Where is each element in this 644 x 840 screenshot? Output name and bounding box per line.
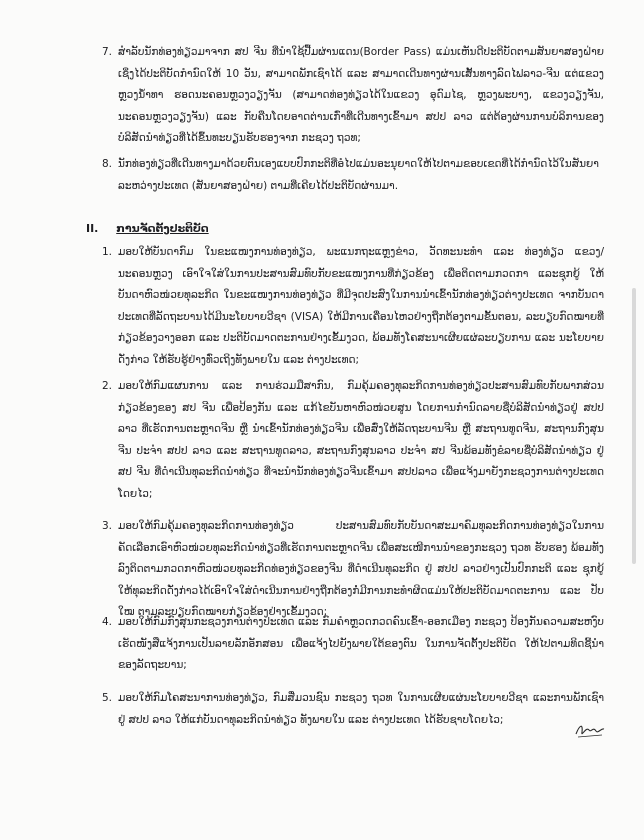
item-text: ມອບໃຫ້ກົມກົງສຸນກະຊວງການຕ່າງປະເທດ ແລະ ກົມຄຳຫຼວດກວດຄົນເຂົ້າ-ອອກເມືອງ ກະຊວງ ປ້ອງກັນຄວາມສະຫງົບ ເຮັດໜັງສືແຈ້ງການເປັນລາຍລັກອັກສອນ ເພື່ອແຈ້ງໄປຍັງພາຍໃຕ້ຂອງຕົນ ໃນການຈັດຕັ້ງປະຕິບັດ ໃຫ້ໄປຕາມທິດຊີ້ນຳຂອງລັດຖະບານ; bbox=[118, 616, 604, 671]
item-number: 1. bbox=[102, 246, 113, 258]
item-text: ມອບໃຫ້ບັນດາກົມ ໃນຂະແໜງການທ່ອງທ່ຽວ, ພະແນກຖະແຫຼງຂ່າວ, ວັດທະນະທຳ ແລະ ທ່ອງທ່ຽວ ແຂວງ/ນະຄອນຫຼວງ ເອົາໃຈໃສ່ໃນການປະສານສົມທົບກັບຂະແໜງການທີ່ກ່ຽວຂ້ອງ ເພື່ອຕິດຕາມກວດກາ ແລະຊຸກຍູ້ ໃຫ້ບັນດາຫົວໜ່ວຍທຸລະກິດ ໃນຂະແໜງການທ່ອງທ່ຽວ ທີ່ມີຈຸດປະສົງໃນການນຳເຂົ້ານັກທ່ອງທ່ຽວຕ່າງປະເທດ ຈາກບັນດາປະເທດທີ່ລັດຖະບານໄດ້ມີນະໂຍບາຍວີຊາ (VISA) ໃຫ້ມີການເຄື່ອນໄຫວຢ່າງຖືກຕ້ອງຕາມຂັ້ນຕອນ, ລະບຽບກົດໝາຍທີ່ກ່ຽວຂ້ອງວາງອອກ ແລະ ປະຕິບັດມາດຕະການຢ່າງເຂັ້ມງວດ, ພ້ອມທັງໂຄສະນາເຜີຍແຜ່ລະບຽບການ ແລະ ນະໂຍບາຍດັ່ງກ່າວ ໃຫ້ຮັບຮູ້ຢ່າງທົ່ວເຖິງທັງພາຍໃນ ແລະ ຕ່າງປະເທດ; bbox=[118, 246, 604, 366]
section-two-item-4 bbox=[102, 612, 604, 677]
item-text: ມອບໃຫ້ກົມແຜນການ ແລະ ການຮ່ວມມືສາກົນ, ກົມຄຸ້ມຄອງທຸລະກິດການທ່ອງທ່ຽວປະສານສົມທົບກັບພາກສ່ວນກ່ຽວຂ້ອງຂອງ ສປ ຈີນ ເພື່ອປ້ອງກັນ ແລະ ແກ້ໄຂບັນຫາຫົວໜ່ວຍສູນ ໂດຍການກຳນົດລາຍຊື່ບໍລິສັດນຳທ່ຽວຢູ່ ສປປ ລາວ ທີ່ເຮັດການຕະຫຼາດຈີນ ຫຼື ນຳເຂົ້ານັກທ່ອງທ່ຽວຈີນ ເພື່ອສົ່ງໃຫ້ລັດຖະບານຈີນ ຫຼື ສະຖານທູດຈີນ, ສະຖານກົງສຸນຈີນ ປະຈຳ ສປປ ລາວ ແລະ ສະຖານທູດລາວ, ສະຖານກົງສຸນລາວ ປະຈຳ ສປ ຈີນພ້ອມທັງຂໍລາຍຊື່ບໍລິສັດນຳທ່ຽວ ຢູ່ ສປ ຈີນ ທີ່ດຳເນີນທຸລະກິດນຳທ່ຽວ ທີ່ຈະນຳນັກທ່ອງທ່ຽວຈີນເຂົ້າມາ ສປປລາວ ເພື່ອແຈ້ງມາຍັງກະຊວງການຕ່າງປະເທດໂດຍໄວ; bbox=[118, 380, 604, 500]
section-two-item-2 bbox=[102, 376, 604, 505]
section-two-item-3 bbox=[102, 516, 604, 624]
section-two-item-1 bbox=[102, 242, 604, 371]
section-title: ການຈັດຕັ້ງປະຕິບັດ bbox=[116, 222, 209, 235]
item-text: ມອບໃຫ້ກົມໂຄສະນາການທ່ອງທ່ຽວ, ກົມສື່ມວນຊົນ ກະຊວງ ຖວທ ໃນການເຜີຍແຜ່ນະໂຍບາຍວີຊາ ແລະການພັກເຊົາ ຢູ່ ສປປ ລາວ ໃຫ້ແກ່ບັນດາທຸລະກິດນຳທ່ຽວ ທັງພາຍໃນ ແລະ ຕ່າງປະເທດ ໄດ້ຮັບຊາບໂດຍໄວ; bbox=[118, 692, 604, 726]
section-roman-numeral: II. bbox=[86, 222, 99, 235]
section-one-item-7 bbox=[102, 42, 604, 150]
section-one-item-8 bbox=[102, 154, 604, 197]
item-number: 7. bbox=[102, 46, 113, 58]
item-text: ນັກທ່ອງທ່ຽວທີ່ເດີນທາງມາດ້ວຍຕົນເອງແບບປົກກະຕິທີ່ອໍໄປແມ່ນອະນຸຍາດໃຫ້ໄປຕາມຂອບເຂດທີ່ໄດ້ກຳນົດໄວ້ໃນສັນຍາລະຫວ່າງປະເທດ (ສັນຍາສອງຝ່າຍ) ຕາມທີ່ເຄີຍໄດ້ປະຕິບັດຜ່ານມາ. bbox=[118, 158, 599, 192]
item-text: ມອບໃຫ້ກົມຄຸ້ມຄອງທຸລະກິດການທ່ອງທ່ຽວ ປະສານສົມທົບກັບບັນດາສະມາຄົມທຸລະກິດການທ່ອງທ່ຽວໃນການຄັດເລືອກເອົາຫົວໜ່ວຍທຸລະກິດນຳທ່ຽວທີ່ເຮັດການຕະຫຼາດຈີນ ເພື່ອສະເໜີການນຳຂອງກະຊວງ ຖວທ ຮັບຮອງ ພ້ອມທັງລົງຕິດຕາມກວດກາຫົວໜ່ວຍທຸລະກິດທ່ອງທ່ຽວຂອງຈີນ ທີ່ດຳເນີນທຸລະກິດ ຢູ່ ສປປ ລາວຢ່າງເປັນປົກກະຕິ ແລະ ຊຸກຍູ້ໃຫ້ທຸລະກິດດັ່ງກ່າວໄດ້ເອົາໃຈໃສ່ດຳເນີນການຢ່າງຖືກຕ້ອງກໍ່ມີການກະທຳຜິດແມ່ນໃຫ້ປະຕິບັດມາດຕະການ ແລະ ປັບໃໝ ຕາມລະບຽບກົດໝາຍກ່ຽວຂ້ອງຢ່າງເຂັ້ມງວດ; bbox=[118, 520, 604, 618]
item-number: 3. bbox=[102, 520, 113, 532]
item-text: ສຳລັບນັກທ່ອງທ່ຽວມາຈາກ ສປ ຈີນ ທີ່ນຳໃຊ້ປື້ມຜ່ານແດນ(Border Pass) ແມ່ນເຫັນດີປະຕິບັດຕາມສັນຍາສອງຝ່າຍ ເຊິ່ງໄດ້ປະຕິບັດກຳນົດໃຫ້ 10 ວັນ, ສາມາດພັກເຊົາໄດ້ ແລະ ສາມາດເດີນທາງຜ່ານເສັ້ນທາງລົດໄຟລາວ-ຈີນ ແຕ່ແຂວງຫຼວງນ້ຳທາ ຮອດນະຄອນຫຼວງວຽງຈັນ (ສາມາດທ່ອງທ່ຽວໄດ້ໃນແຂວງ ອຸດົມໄຊ, ຫຼວງພະບາງ, ແຂວງວຽງຈັນ, ນະຄອນຫຼວງວຽງຈັນ) ແລະ ກັບຄືນໂດຍອາດຕ່ານເກົ່າທີ່ເດີນທາງເຂົ້າມາ ສປປ ລາວ ແຕ່ຕ້ອງຜ່ານການບໍລິການຂອງບໍລິສັດນຳທ່ຽວທີ່ໄດ້ຂຶ້ນທະບຽນຮັບຮອງຈາກ ກະຊວງ ຖວທ; bbox=[118, 46, 604, 144]
section-two-heading bbox=[86, 222, 209, 235]
section-two-item-5 bbox=[102, 688, 604, 731]
item-number: 4. bbox=[102, 616, 113, 628]
item-number: 8. bbox=[102, 158, 113, 170]
item-number: 2. bbox=[102, 380, 113, 392]
scrollbar[interactable] bbox=[632, 288, 636, 564]
item-number: 5. bbox=[102, 692, 113, 704]
signature-mark bbox=[574, 720, 606, 740]
